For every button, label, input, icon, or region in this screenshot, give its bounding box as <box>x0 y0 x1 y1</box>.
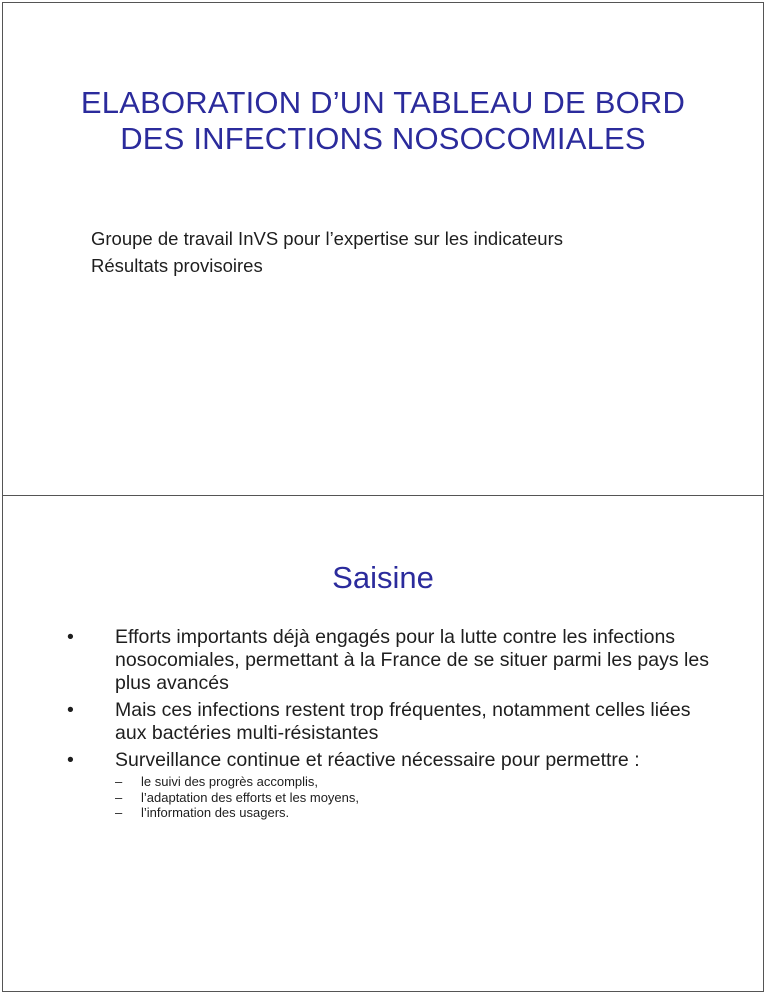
sub-bullet-text: l’information des usagers. <box>141 805 290 820</box>
sub-bullet-item <box>115 790 727 806</box>
bullet-item <box>67 749 727 821</box>
sub-bullet-item <box>115 805 727 821</box>
bullet-item <box>67 626 727 695</box>
slide-2-title: Saisine <box>332 560 434 595</box>
slide-1-title <box>3 85 763 157</box>
slide-1-title-line-1: ELABORATION D’UN TABLEAU DE BORD <box>80 85 686 120</box>
slide-1-subtitle-line-2: Résultats provisoires <box>91 255 263 276</box>
sub-bullet-list <box>87 774 727 821</box>
bullet-text: Mais ces infections restent trop fréquentes, notamment celles liées aux bactéries multi-résistantes <box>115 699 691 744</box>
bullet-list <box>67 626 727 825</box>
bullet-item <box>67 699 727 745</box>
bullet-text: Efforts importants déjà engagés pour la lutte contre les infections nosocomiales, permettant à la France de se situer parmi les pays les plus avancés <box>115 626 709 694</box>
slide-2 <box>2 495 764 992</box>
dash-glyph: – <box>115 789 123 805</box>
slide-1-subtitle-line-1: Groupe de travail InVS pour l’expertise sur les indicateurs <box>91 228 563 249</box>
dash-glyph: – <box>115 805 123 820</box>
bullet-glyph: • <box>67 749 74 771</box>
sub-bullet-text: l’adaptation des efforts et les moyens, <box>141 789 359 805</box>
slide-1 <box>2 2 764 496</box>
bullet-glyph: • <box>67 699 74 721</box>
sub-bullet-text: le suivi des progrès accomplis, <box>141 774 319 789</box>
dash-glyph: – <box>115 774 123 789</box>
sub-bullet-item <box>115 774 727 790</box>
bullet-glyph: • <box>67 626 74 648</box>
slide-1-title-line-2: DES INFECTIONS NOSOCOMIALES <box>120 121 646 156</box>
bullet-text: Surveillance continue et réactive nécessaire pour permettre : <box>115 749 640 771</box>
slide-1-subtitle <box>91 225 563 279</box>
